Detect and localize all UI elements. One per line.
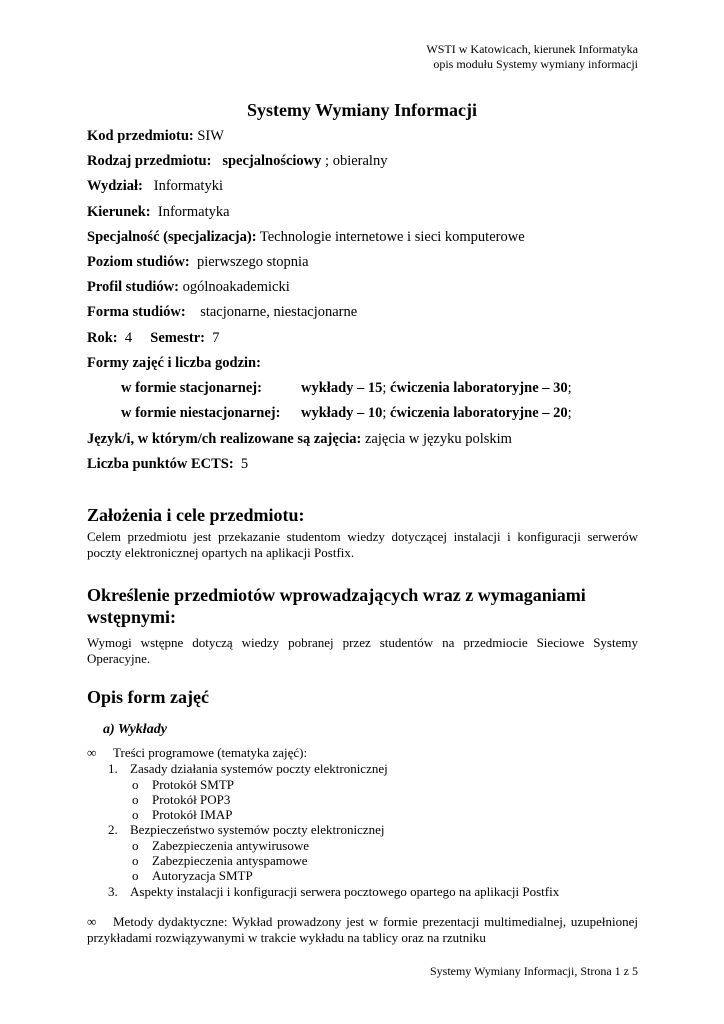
bullet-icon: ∞ — [87, 745, 97, 760]
field-value: stacjonarne, niestacjonarne — [200, 304, 358, 320]
field-value: ogólnoakademicki — [182, 279, 290, 295]
section-title-okreslenie: Określenie przedmiotów wprowadzających wraz z wymaganiami wstępnymi: — [87, 585, 586, 627]
list-marker: o — [132, 853, 139, 868]
lab-label: ćwiczenia laboratoryjne – — [390, 380, 550, 396]
lecture-label: wykłady – — [301, 380, 365, 396]
list-marker: 2. — [108, 822, 118, 837]
field-value-bold: specjalnościowy — [222, 153, 322, 169]
field-label: Semestr: — [150, 330, 206, 346]
lab-hours: 30 — [553, 380, 568, 396]
list-item: Zabezpieczenia antyspamowe — [152, 853, 308, 868]
section-title-opis: Opis form zajęć — [87, 687, 209, 707]
field-ects — [87, 456, 248, 473]
field-profil — [87, 279, 290, 296]
field-value: pierwszego stopnia — [196, 254, 309, 270]
list-item: Protokół IMAP — [152, 807, 233, 822]
list-item: Zabezpieczenia antywirusowe — [152, 838, 310, 853]
field-label: Poziom studiów: — [87, 254, 190, 270]
list-item: Bezpieczeństwo systemów poczty elektronicznej — [130, 822, 385, 837]
header-line-2: opis modułu Systemy wymiany informacji — [433, 57, 638, 71]
field-kod — [87, 128, 224, 145]
field-label: Forma studiów: — [87, 304, 186, 320]
field-value: Informatyka — [157, 204, 230, 220]
list-item: Protokół SMTP — [152, 777, 234, 792]
list-marker: o — [132, 868, 139, 883]
lecture-label: wykłady – — [301, 405, 365, 421]
field-wydzial — [87, 178, 223, 195]
section-text-zalozenia: Celem przedmiotu jest przekazanie studentom wiedzy dotyczącej instalacji i konfiguracji serwerów poczty elektronicznej opartych na aplikacji Postfix. — [87, 529, 638, 560]
list-marker: o — [132, 807, 139, 822]
tresci-label: Treści programowe (tematyka zajęć): — [113, 745, 308, 760]
section-title-zalozenia: Założenia i cele przedmiotu: — [87, 505, 305, 525]
field-label: Formy zajęć i liczba godzin: — [87, 355, 261, 371]
niestac-hours: wykłady – 10; ćwiczenia laboratoryjne – 20; — [301, 405, 572, 421]
field-label: Specjalność (specjalizacja): — [87, 229, 257, 245]
list-item: Protokół POP3 — [152, 792, 231, 807]
field-label: Rodzaj przedmiotu: — [87, 153, 212, 169]
field-label: Rok: — [87, 330, 118, 346]
list-item: Aspekty instalacji i konfiguracji serwera pocztowego opartego na aplikacji Postfix — [130, 884, 560, 899]
list-marker: o — [132, 838, 139, 853]
field-formy — [87, 355, 261, 372]
stac-hours: wykłady – 15; ćwiczenia laboratoryjne – 30; — [301, 380, 572, 396]
list-item: Zasady działania systemów poczty elektronicznej — [130, 761, 388, 776]
field-label: Język/i, w którym/ch realizowane są zajęcia: — [87, 431, 362, 447]
niestac-label: w formie niestacjonarnej: — [121, 405, 281, 421]
stac-label: w formie stacjonarnej: — [121, 380, 262, 396]
list-marker: o — [132, 777, 139, 792]
list-marker: o — [132, 792, 139, 807]
field-rodzaj — [87, 153, 387, 170]
header-line-1: WSTI w Katowicach, kierunek Informatyka — [426, 42, 638, 56]
field-specjalnosc — [87, 229, 525, 246]
field-label: Profil studiów: — [87, 279, 179, 295]
field-kierunek — [87, 204, 230, 221]
field-rok-semestr — [87, 330, 220, 347]
lecture-hours: 15 — [367, 380, 383, 396]
field-value: zajęcia w języku polskim — [365, 431, 512, 447]
section-text-okreslenie: Wymogi wstępne dotyczą wiedzy pobranej przez studentów na przedmiocie Sieciowe Systemy Operacyjne. — [87, 635, 638, 666]
document-title: Systemy Wymiany Informacji — [247, 100, 477, 120]
field-value: 5 — [240, 456, 249, 472]
field-value: 7 — [212, 330, 220, 346]
field-label: Wydział: — [87, 178, 143, 194]
field-poziom — [87, 254, 309, 271]
field-value: ; obieralny — [325, 153, 388, 169]
lab-label: ćwiczenia laboratoryjne – — [390, 405, 550, 421]
field-label: Kierunek: — [87, 204, 151, 220]
field-value: Informatyki — [153, 178, 223, 194]
list-marker: 3. — [108, 884, 118, 899]
field-label: Liczba punktów ECTS: — [87, 456, 234, 472]
subsection-title-wyklady: a) Wykłady — [103, 722, 167, 737]
list-marker: 1. — [108, 761, 118, 776]
field-value: 4 — [124, 330, 133, 346]
field-jezyk — [87, 431, 512, 448]
field-label: Kod przedmiotu: — [87, 128, 194, 144]
field-value: Technologie internetowe i sieci komputerowe — [259, 229, 525, 245]
page-footer: Systemy Wymiany Informacji, Strona 1 z 5 — [429, 964, 638, 978]
list-item: Autoryzacja SMTP — [152, 868, 253, 883]
field-value: SIW — [197, 128, 224, 144]
bullet-icon: ∞ — [87, 914, 97, 929]
lecture-hours: 10 — [367, 405, 383, 421]
lab-hours: 20 — [553, 405, 568, 421]
metody-text: Metody dydaktyczne: Wykład prowadzony jest w formie prezentacji multimedialnej, uzupełnionej przykładami rozwiązywanymi w trakcie wykładu na tablicy oraz na rzutniku — [87, 914, 638, 945]
field-forma — [87, 304, 357, 321]
